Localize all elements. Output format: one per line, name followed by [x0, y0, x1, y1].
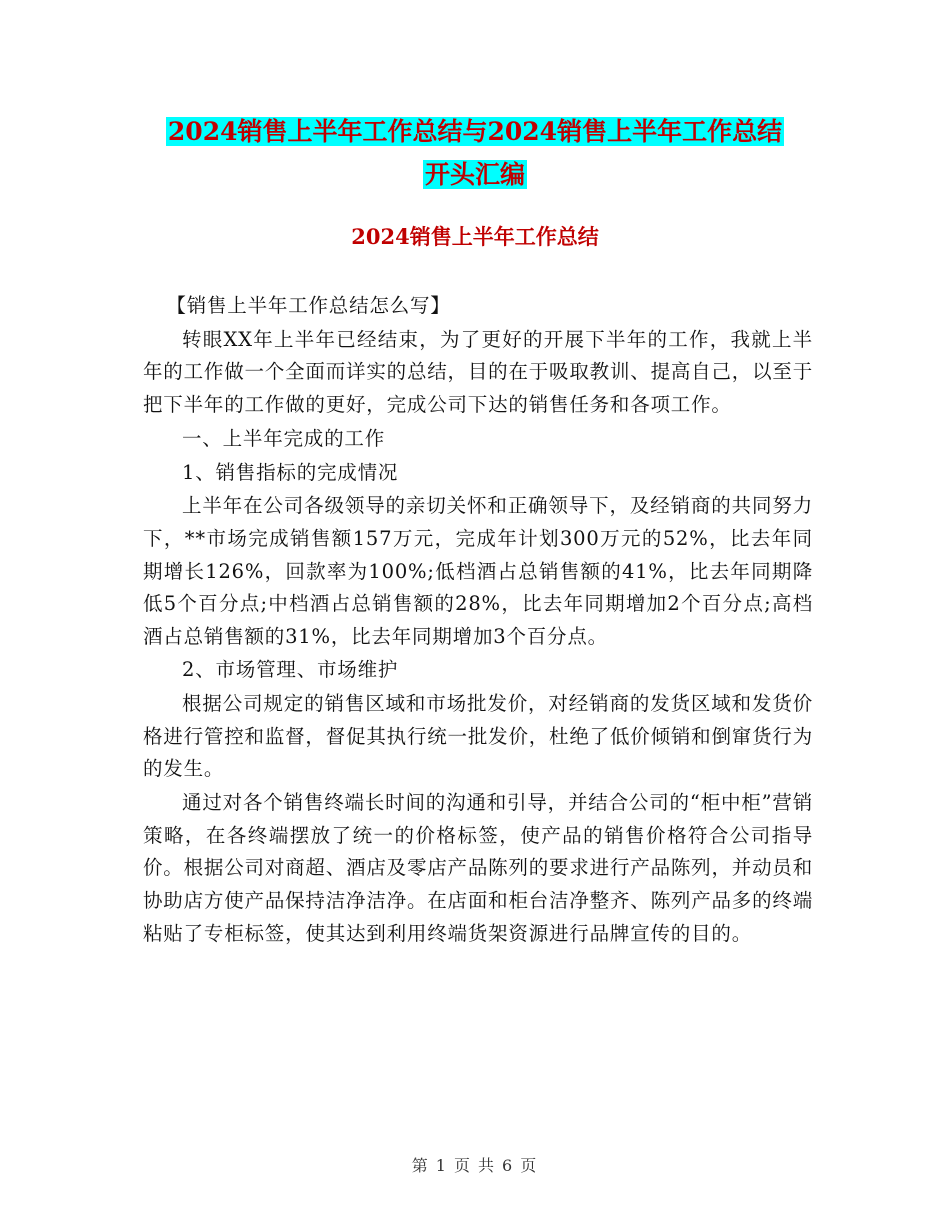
main-title-text-1: 2024销售上半年工作总结与2024销售上半年工作总结: [167, 117, 783, 146]
footer-label-ye: 页: [453, 1156, 472, 1175]
paragraph: 根据公司规定的销售区域和市场批发价，对经销商的发货区域和发货价格进行管控和监督，督促其执行统一批发价，杜绝了低价倾销和倒窜货行为的发生。: [143, 692, 813, 781]
paragraph-heading-bracket: 【销售上半年工作总结怎么写】: [166, 294, 451, 317]
main-title-line-2: [0, 155, 950, 195]
paragraph-heading: 一、上半年完成的工作: [182, 426, 386, 450]
footer-label-page: 第: [411, 1156, 430, 1175]
paragraph: 转眼XX年上半年已经结束，为了更好的开展下半年的工作，我就上半年的工作做一个全面而详实的总结，目的在于吸取教训、提高自己，以至于把下半年的工作做的更好，完成公司下达的销售任务和各项工作。: [143, 327, 813, 416]
main-title-text-2: 开头汇编: [424, 160, 525, 189]
main-title-line-1: [0, 112, 950, 152]
page-footer: [0, 1153, 950, 1176]
section-title: 2024销售上半年工作总结: [351, 224, 599, 249]
footer-current-page: 1: [435, 1156, 448, 1175]
document-body: [143, 290, 813, 951]
paragraph-heading: 1、销售指标的完成情况: [182, 460, 399, 484]
footer-label-ye2: 页: [520, 1156, 539, 1175]
footer-total-pages: 6: [502, 1156, 515, 1175]
paragraph: 通过对各个销售终端长时间的沟通和引导，并结合公司的“柜中柜”营销策略，在各终端摆放了统一的价格标签，使产品的销售价格符合公司指导价。根据公司对商超、酒店及零店产品陈列的要求进行产品陈列，并动员和协助店方使产品保持洁净洁净。在店面和柜台洁净整齐、陈列产品多的终端粘贴了专柜标签，使其达到利用终端货架资源进行品牌宣传的目的。: [143, 791, 813, 945]
paragraph-heading: 2、市场管理、市场维护: [182, 658, 399, 682]
paragraph: 上半年在公司各级领导的亲切关怀和正确领导下，及经销商的共同努力下，**市场完成销售额157万元，完成年计划300万元的52%，比去年同期增长126%，回款率为100%;低档酒占总销售额的41%，比去年同期降低5个百分点;中档酒占总销售额的28%，比去年同期增加2个百分点;高档酒占总销售额的31%，比去年同期增加3个百分点。: [143, 494, 813, 648]
footer-label-total: 共: [478, 1156, 497, 1175]
